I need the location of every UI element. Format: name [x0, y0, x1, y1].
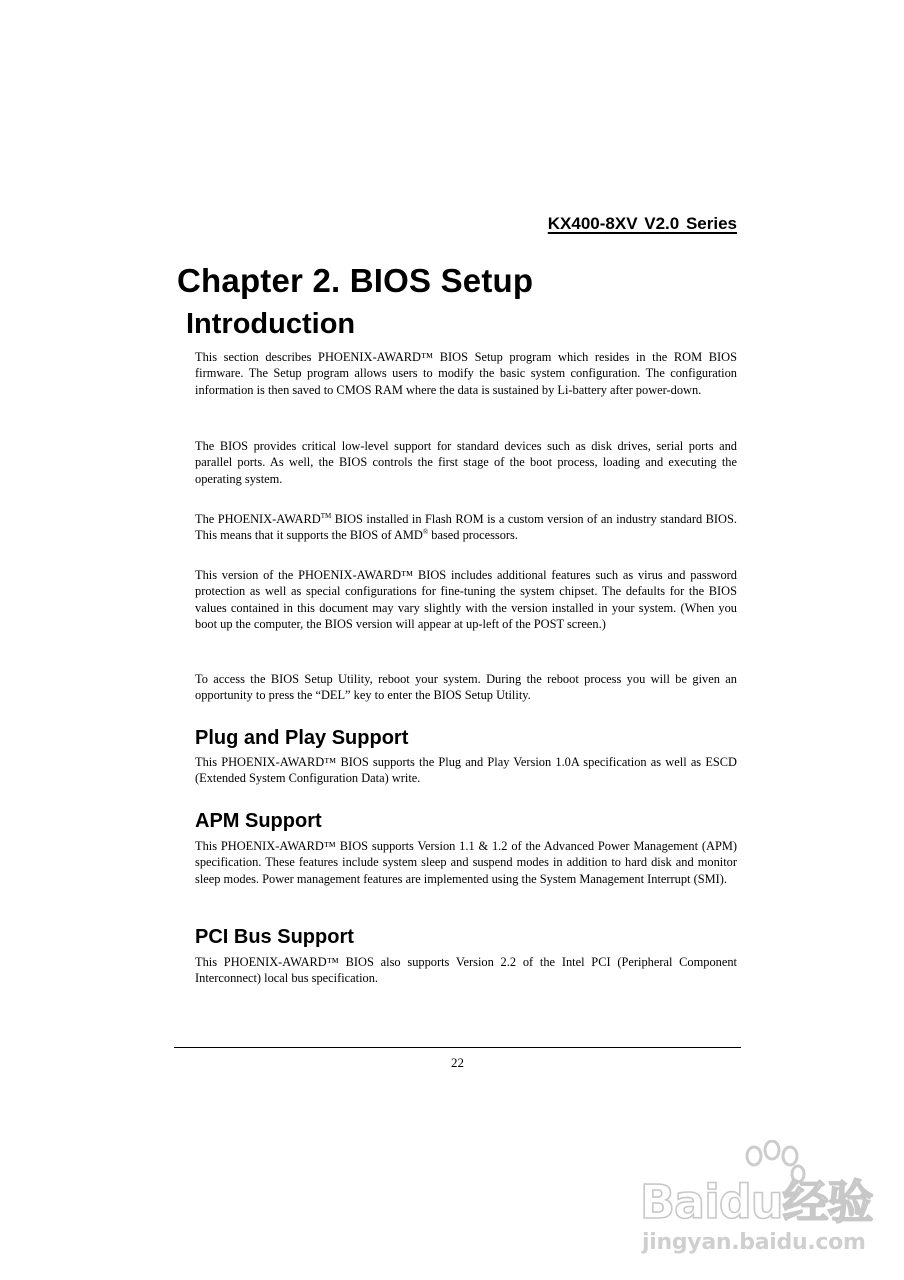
pci-text: This PHOENIX-AWARD™ BIOS also supports Version 2.2 of the Intel PCI (Peripheral Component Interconnect) local bus specification. — [195, 955, 737, 986]
apm-text: This PHOENIX-AWARD™ BIOS supports Version 1.1 & 1.2 of the Advanced Power Management (APM) specification. These features include system sleep and suspend modes in addition to hard disk and monitor sleep modes. Power management features are implemented using the System Management Interrupt (SMI). — [195, 839, 737, 886]
introduction-heading: Introduction — [186, 308, 356, 340]
intro-paragraph-3 — [195, 511, 737, 544]
intro-p3-text-1: The PHOENIX-AWARD — [195, 512, 321, 526]
baidu-watermark — [640, 1140, 873, 1270]
watermark-url: jingyan.baidu.com — [642, 1230, 866, 1255]
watermark-brand: Baidu经验 — [640, 1175, 873, 1229]
trademark-superscript: TM — [320, 512, 332, 520]
chapter-title: Chapter 2. BIOS Setup — [177, 262, 534, 299]
intro-paragraph-2: The BIOS provides critical low-level support for standard devices such as disk drives, serial ports and parallel ports. As well, the BIOS controls the first stage of the boot process, loading and executing the operating system. — [195, 439, 737, 486]
apm-heading: APM Support — [195, 810, 322, 832]
intro-paragraph-5: To access the BIOS Setup Utility, reboot your system. During the reboot process you will be given an opportunity to press the “DEL” key to enter the BIOS Setup Utility. — [195, 672, 737, 703]
page-number: 22 — [451, 1055, 464, 1070]
footer-divider — [174, 1047, 741, 1048]
intro-paragraph-1: This section describes PHOENIX-AWARD™ BIOS Setup program which resides in the ROM BIOS firmware. The Setup program allows users to modify the basic system configuration. The configuration information is then saved to CMOS RAM where the data is sustained by Li-battery after power-down. — [195, 350, 737, 397]
intro-p3-text-2: BIOS installed in Flash ROM is a custom version of an industry standard BIOS. This means that it supports the BIOS of AMD — [195, 512, 737, 543]
plug-and-play-text: This PHOENIX-AWARD™ BIOS supports the Plug and Play Version 1.0A specification as well as ESCD (Extended System Configuration Data) write. — [195, 755, 737, 786]
plug-and-play-heading: Plug and Play Support — [195, 727, 409, 749]
pci-heading: PCI Bus Support — [195, 926, 354, 948]
registered-superscript: ® — [422, 528, 429, 537]
series-header: KX400-8XV V2.0 Series — [547, 214, 737, 233]
intro-p3-text-3: based processors. — [428, 528, 518, 543]
intro-paragraph-4: This version of the PHOENIX-AWARD™ BIOS includes additional features such as virus and password protection as well as special configurations for fine-tuning the system chipset. The defaults for the BIOS values contained in this document may vary slightly with the version installed in your system. (When you boot up the computer, the BIOS version will appear at up-left of the POST screen.) — [195, 568, 737, 632]
